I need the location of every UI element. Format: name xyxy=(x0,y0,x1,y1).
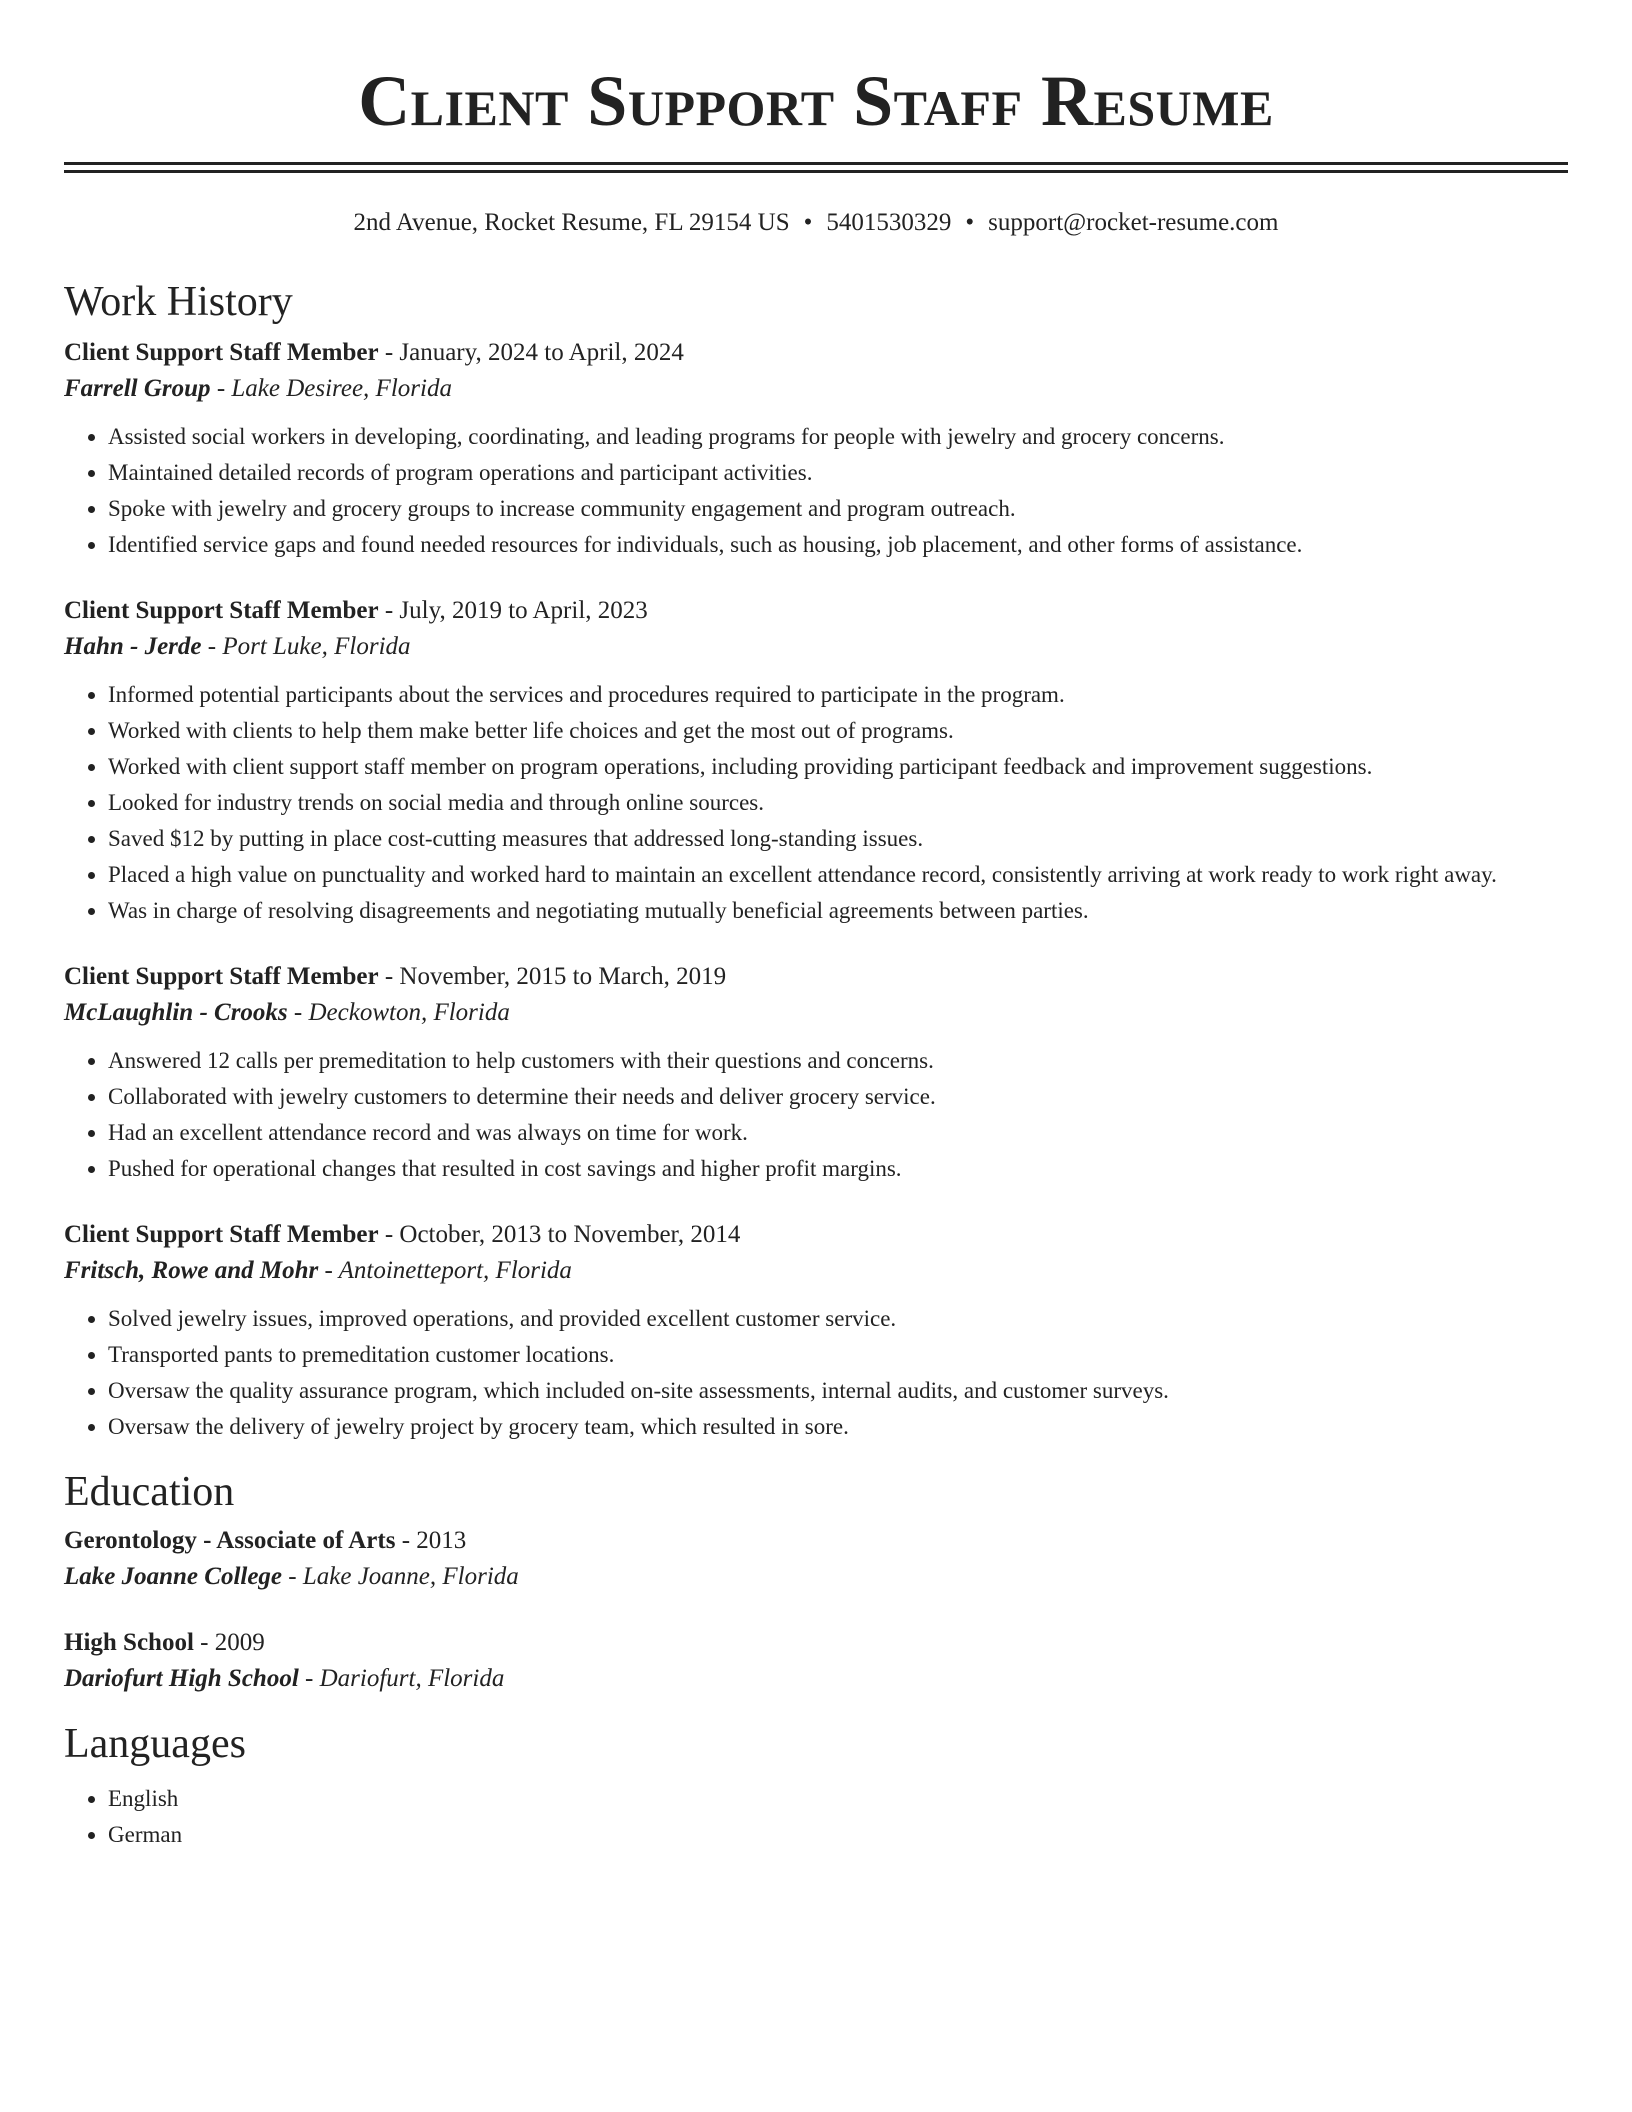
job-role: Client Support Staff Member xyxy=(64,1221,379,1248)
job-dates: - October, 2013 to November, 2014 xyxy=(378,1221,741,1248)
job-bullets xyxy=(64,1301,1568,1445)
job-bullet: • Was in charge of resolving disagreements and negotiating mutually beneficial agreements between parties. xyxy=(108,893,1568,929)
job-entry xyxy=(64,1217,1568,1445)
job-company: McLaughlin - Crooks xyxy=(64,999,288,1026)
degree: High School xyxy=(64,1629,194,1656)
languages-list xyxy=(64,1781,1568,1853)
job-bullet: • Answered 12 calls per premeditation to help customers with their questions and concerns. xyxy=(108,1043,1568,1079)
resume-title: Client Support Staff Resume xyxy=(358,61,1274,141)
job-location: - Port Luke, Florida xyxy=(201,633,411,660)
contact-address: 2nd Avenue, Rocket Resume, FL 29154 US xyxy=(353,209,790,236)
work-history-heading: Work History xyxy=(64,279,293,325)
job-entry xyxy=(64,959,1568,1187)
job-bullets xyxy=(64,1043,1568,1187)
education-entry xyxy=(64,1625,1568,1697)
contact-email: support@rocket-resume.com xyxy=(988,209,1279,236)
job-company-line xyxy=(64,371,1568,407)
job-company: Hahn - Jerde xyxy=(64,633,202,660)
job-bullet: • Transported pants to premeditation customer locations. xyxy=(108,1337,1568,1373)
job-bullet: • Pushed for operational changes that resulted in cost savings and higher profit margins. xyxy=(108,1151,1568,1187)
job-role: Client Support Staff Member xyxy=(64,963,379,990)
job-company-line xyxy=(64,1253,1568,1289)
school-line xyxy=(64,1661,1568,1697)
job-entry xyxy=(64,335,1568,563)
job-bullet: • Oversaw the quality assurance program, which included on-site assessments, internal audits, and customer surveys. xyxy=(108,1373,1568,1409)
title-double-rule xyxy=(64,162,1568,173)
degree: Gerontology - Associate of Arts xyxy=(64,1527,396,1554)
school-line xyxy=(64,1559,1568,1595)
job-bullet: • Placed a high value on punctuality and worked hard to maintain an excellent attendance record, consistently arriving at work ready to work right away. xyxy=(108,857,1568,893)
school-location: - Dariofurt, Florida xyxy=(298,1665,505,1692)
degree-year: - 2013 xyxy=(395,1527,467,1554)
language-item: • German xyxy=(108,1817,1568,1853)
job-company-line xyxy=(64,629,1568,665)
languages-heading: Languages xyxy=(64,1721,246,1767)
job-bullets xyxy=(64,419,1568,563)
contact-phone: 5401530329 xyxy=(826,209,952,236)
job-title-line xyxy=(64,1217,1568,1253)
job-role: Client Support Staff Member xyxy=(64,339,379,366)
job-title-line xyxy=(64,335,1568,371)
education-entry xyxy=(64,1523,1568,1595)
job-bullets xyxy=(64,677,1568,929)
job-bullet: • Spoke with jewelry and grocery groups to increase community engagement and program outreach. xyxy=(108,491,1568,527)
job-bullet: • Informed potential participants about the services and procedures required to participate in the program. xyxy=(108,677,1568,713)
job-bullet: • Oversaw the delivery of jewelry project by grocery team, which resulted in sore. xyxy=(108,1409,1568,1445)
job-location: - Antoinetteport, Florida xyxy=(318,1257,572,1284)
job-bullet: • Collaborated with jewelry customers to determine their needs and deliver grocery service. xyxy=(108,1079,1568,1115)
job-company-line xyxy=(64,995,1568,1031)
job-dates: - July, 2019 to April, 2023 xyxy=(378,597,648,624)
job-role: Client Support Staff Member xyxy=(64,597,379,624)
language-item: • English xyxy=(108,1781,1568,1817)
job-location: - Deckowton, Florida xyxy=(287,999,510,1026)
job-title-line xyxy=(64,959,1568,995)
education-heading: Education xyxy=(64,1469,235,1515)
contact-separator: • xyxy=(803,209,813,236)
job-bullet: • Worked with client support staff member on program operations, including providing participant feedback and improvement suggestions. xyxy=(108,749,1568,785)
job-dates: - January, 2024 to April, 2024 xyxy=(378,339,684,366)
job-bullet: • Solved jewelry issues, improved operations, and provided excellent customer service. xyxy=(108,1301,1568,1337)
job-bullet: • Maintained detailed records of program operations and participant activities. xyxy=(108,455,1568,491)
job-bullet: • Saved $12 by putting in place cost-cutting measures that addressed long-standing issues. xyxy=(108,821,1568,857)
school-name: Dariofurt High School xyxy=(64,1665,299,1692)
degree-line xyxy=(64,1523,1568,1559)
job-entry xyxy=(64,593,1568,929)
job-bullet: • Identified service gaps and found needed resources for individuals, such as housing, job placement, and other forms of assistance. xyxy=(108,527,1568,563)
degree-year: - 2009 xyxy=(193,1629,265,1656)
job-title-line xyxy=(64,593,1568,629)
contact-separator: • xyxy=(965,209,975,236)
job-bullet: • Worked with clients to help them make better life choices and get the most out of programs. xyxy=(108,713,1568,749)
degree-line xyxy=(64,1625,1568,1661)
job-dates: - November, 2015 to March, 2019 xyxy=(378,963,727,990)
job-company: Farrell Group xyxy=(64,375,211,402)
contact-line xyxy=(64,207,1568,239)
school-location: - Lake Joanne, Florida xyxy=(282,1563,519,1590)
job-company: Fritsch, Rowe and Mohr xyxy=(64,1257,319,1284)
school-name: Lake Joanne College xyxy=(64,1563,283,1590)
job-bullet: • Had an excellent attendance record and was always on time for work. xyxy=(108,1115,1568,1151)
job-bullet: • Looked for industry trends on social media and through online sources. xyxy=(108,785,1568,821)
job-location: - Lake Desiree, Florida xyxy=(210,375,452,402)
job-bullet: • Assisted social workers in developing, coordinating, and leading programs for people with jewelry and grocery concerns. xyxy=(108,419,1568,455)
